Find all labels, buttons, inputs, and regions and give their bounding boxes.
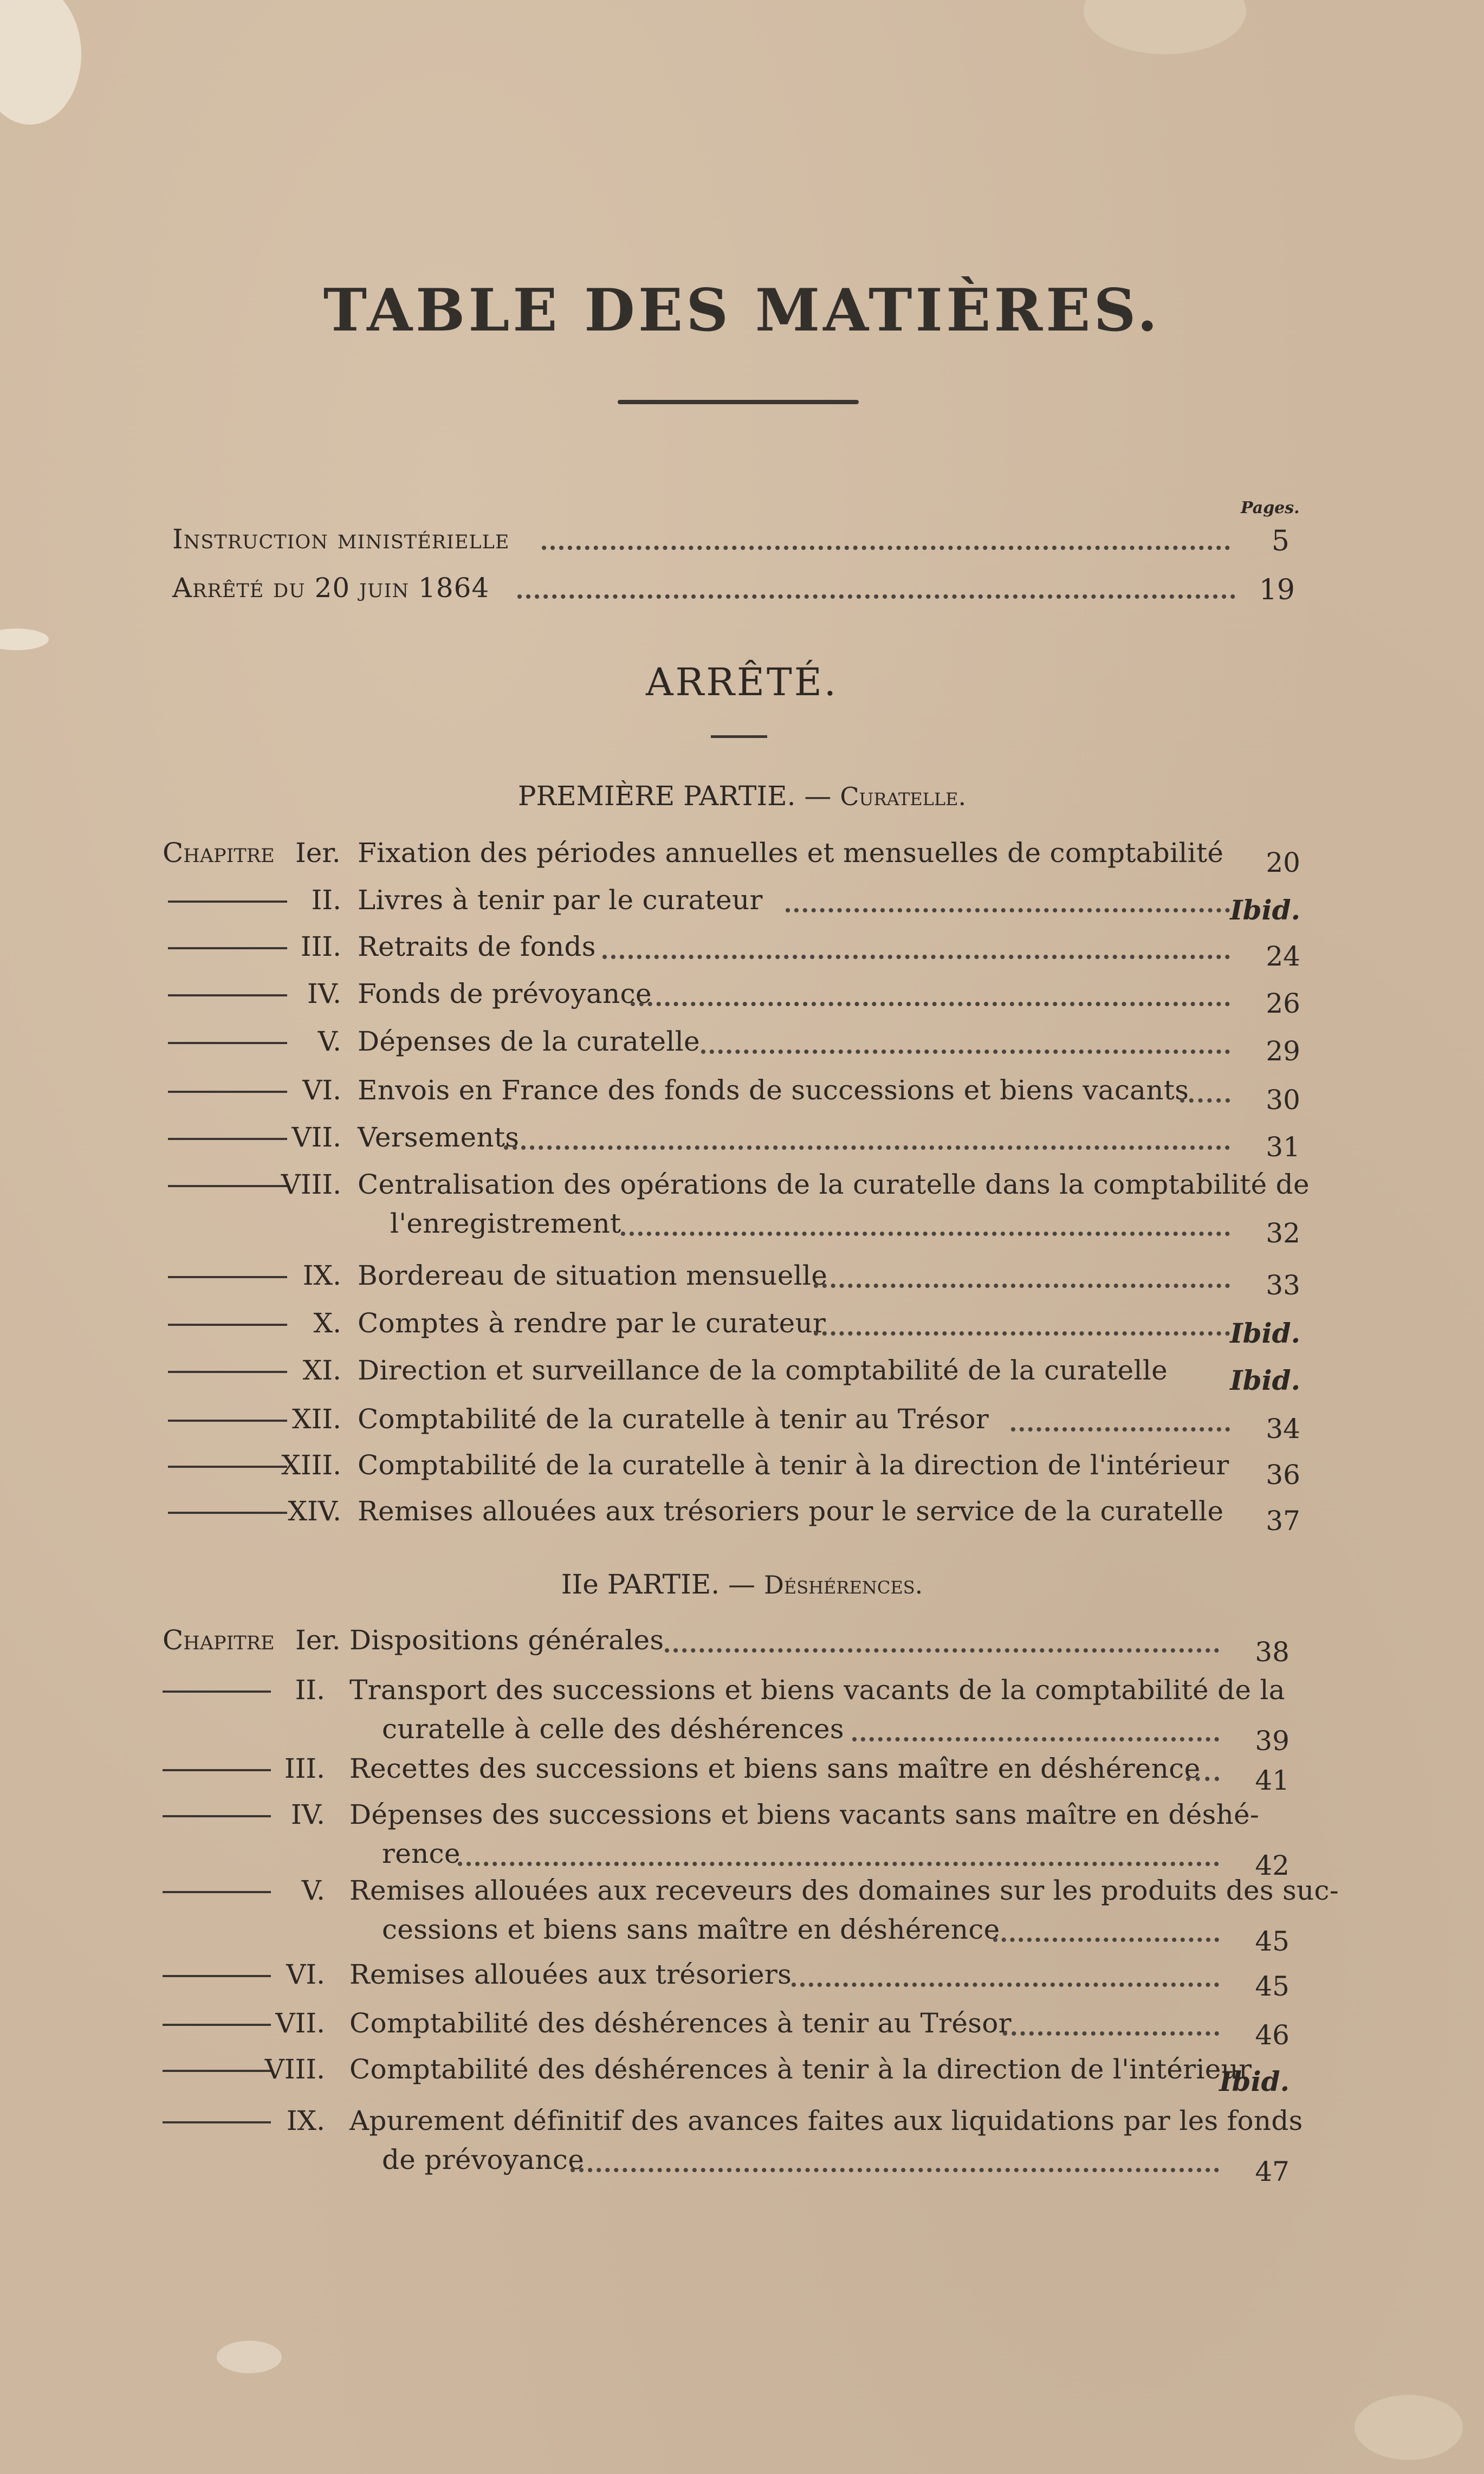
- dot-leader: [1186, 1777, 1219, 1781]
- page-number: 46: [1255, 2019, 1289, 2051]
- dot-leader: [1180, 1098, 1230, 1103]
- chapter-number: VII.: [291, 1122, 341, 1153]
- paper-stain: [0, 629, 49, 650]
- dot-leader: [517, 594, 1235, 599]
- page-number: 38: [1255, 1636, 1289, 1668]
- dot-leader: [602, 955, 1230, 959]
- page-number: Ibid.: [1230, 894, 1300, 926]
- toc-front-entry: [0, 566, 1295, 610]
- dot-leader: [458, 1862, 1219, 1866]
- ditto-dash: [168, 994, 287, 996]
- ditto-dash: [168, 947, 287, 949]
- chapter-number: VI.: [286, 1959, 325, 1990]
- page-number: 29: [1266, 1035, 1300, 1067]
- chapter-title-line: Apurement définitif des avances faites aux liquidations par les fonds: [349, 2105, 1303, 2136]
- chapter-title-line: Comptabilité de la curatelle à tenir à la direction de l'intérieur: [358, 1449, 1229, 1481]
- dot-leader: [621, 1232, 1230, 1236]
- dot-leader: [571, 2168, 1219, 2172]
- dot-leader: [814, 1331, 1230, 1336]
- ditto-dash: [168, 1185, 287, 1187]
- page-number: 45: [1255, 1971, 1289, 2002]
- ditto-dash: [168, 901, 287, 903]
- chapter-title-line: Direction et surveillance de la comptabilité de la curatelle: [358, 1355, 1168, 1386]
- chapter-label: Chapitre: [163, 1624, 275, 1656]
- page-number: 26: [1266, 988, 1300, 1019]
- page-title: TABLE DES MATIÈRES.: [323, 276, 1161, 345]
- ditto-dash: [168, 1371, 287, 1373]
- ditto-dash: [163, 1769, 271, 1771]
- chapter-title-line: Comptes à rendre par le curateur: [358, 1307, 826, 1339]
- ditto-dash: [163, 2024, 271, 2026]
- chapter-title-line: Dépenses des successions et biens vacants sans maître en déshé-: [349, 1799, 1260, 1830]
- chapter-title-line: Comptabilité des déshérences à tenir à la direction de l'intérieur: [349, 2054, 1252, 2085]
- chapter-label: Chapitre: [163, 837, 275, 869]
- page-number: 47: [1255, 2156, 1289, 2187]
- ditto-dash: [168, 1420, 287, 1422]
- paper-stain: [1355, 2395, 1463, 2460]
- page-number: 19: [1259, 574, 1295, 606]
- chapter-number: VIII.: [264, 2054, 325, 2085]
- page-number: 34: [1266, 1413, 1300, 1445]
- ditto-dash: [168, 1512, 287, 1514]
- chapter-title-line: Bordereau de situation mensuelle: [358, 1260, 828, 1291]
- page-number: 30: [1266, 1084, 1300, 1116]
- dot-leader: [701, 1050, 1230, 1054]
- part-subtitle: Déshérences.: [763, 1570, 923, 1599]
- page-number: Ibid.: [1230, 1317, 1300, 1349]
- chapter-number: VIII.: [281, 1169, 341, 1200]
- dot-leader: [665, 1648, 1219, 1653]
- ditto-dash: [163, 1815, 271, 1817]
- ditto-dash: [168, 1138, 287, 1140]
- chapter-number: Ier.: [295, 837, 341, 869]
- part-heading: [0, 1569, 1484, 1600]
- page-number: 20: [1266, 847, 1300, 878]
- page-number: 37: [1266, 1505, 1300, 1537]
- chapter-number: XIII.: [281, 1449, 341, 1481]
- paper-stain: [217, 2341, 282, 2373]
- ditto-dash: [163, 1975, 271, 1977]
- page-number: Ibid.: [1230, 1364, 1300, 1396]
- chapter-number: IV.: [307, 978, 341, 1009]
- ditto-dash: [168, 1276, 287, 1278]
- chapter-number: V.: [317, 1026, 341, 1057]
- chapter-number: VI.: [302, 1074, 341, 1106]
- dot-leader: [786, 908, 1230, 912]
- ditto-dash: [163, 2070, 271, 2072]
- ditto-dash: [168, 1466, 287, 1468]
- chapter-number: II.: [295, 1674, 325, 1706]
- front-entry-text: Arrêté du 20 juin 1864: [172, 572, 490, 604]
- chapter-title-line: Remises allouées aux trésoriers pour le service de la curatelle: [358, 1495, 1224, 1527]
- part-title: PREMIÈRE PARTIE. —: [517, 780, 832, 812]
- chapter-title-line: de prévoyance: [382, 2144, 585, 2175]
- chapter-title-line: Fixation des périodes annuelles et mensuelles de comptabilité: [358, 837, 1224, 869]
- page-number: 42: [1255, 1850, 1289, 1881]
- chapter-title-line: curatelle à celle des déshérences: [382, 1713, 844, 1745]
- chapter-title-line: Recettes des successions et biens sans maître en déshérence: [349, 1753, 1201, 1784]
- page-number: 45: [1255, 1926, 1289, 1957]
- part-subtitle: Curatelle.: [840, 782, 967, 811]
- chapter-title-line: Centralisation des opérations de la curatelle dans la comptabilité de: [358, 1169, 1310, 1200]
- chapter-number: V.: [301, 1875, 325, 1906]
- page-number: 32: [1266, 1217, 1300, 1249]
- chapter-number: IV.: [290, 1799, 325, 1830]
- toc-front-entry: [0, 517, 1289, 561]
- page-number: 41: [1255, 1765, 1289, 1796]
- page-number: 24: [1266, 941, 1300, 972]
- chapter-title-line: Comptabilité des déshérences à tenir au Trésor: [349, 2007, 1012, 2039]
- chapter-title-line: Dépenses de la curatelle: [358, 1026, 700, 1057]
- chapter-number: XI.: [302, 1355, 341, 1386]
- page-number: 33: [1266, 1270, 1300, 1301]
- ditto-dash: [163, 2121, 271, 2123]
- chapter-number: II.: [311, 884, 341, 916]
- page-number: 5: [1271, 525, 1289, 558]
- page-number: 31: [1266, 1131, 1300, 1163]
- chapter-title-line: Dispositions générales: [349, 1624, 664, 1656]
- dot-leader: [852, 1737, 1219, 1741]
- dot-leader: [631, 1002, 1230, 1006]
- page-number: 36: [1266, 1459, 1300, 1491]
- chapter-title-line: rence: [382, 1838, 461, 1869]
- chapter-title-line: Fonds de prévoyance: [358, 978, 652, 1009]
- dot-leader: [814, 1284, 1230, 1288]
- chapter-title-line: Remises allouées aux receveurs des domaines sur les produits des suc-: [349, 1875, 1339, 1906]
- pages-column-label: Pages.: [1241, 498, 1300, 517]
- page-number: Ibid.: [1219, 2065, 1289, 2097]
- dot-leader: [792, 1983, 1219, 1987]
- ditto-dash: [163, 1891, 271, 1893]
- part-title: IIe PARTIE. —: [561, 1569, 756, 1600]
- chapter-number: Ier.: [295, 1624, 341, 1656]
- chapter-number: IX.: [286, 2105, 325, 2136]
- chapter-number: XII.: [292, 1403, 341, 1435]
- paper-stain: [1084, 0, 1246, 54]
- ditto-dash: [168, 1042, 287, 1044]
- part-heading: [0, 780, 1484, 812]
- dot-leader: [993, 1938, 1219, 1942]
- page-number: 39: [1255, 1725, 1289, 1757]
- chapter-title-line: Retraits de fonds: [358, 931, 596, 962]
- chapter-number: III.: [284, 1753, 325, 1784]
- chapter-title-line: cessions et biens sans maître en déshérence: [382, 1914, 1000, 1945]
- ditto-dash: [168, 1324, 287, 1326]
- paper-stain: [0, 0, 81, 125]
- arrete-heading: ARRÊTÉ.: [645, 660, 839, 704]
- title-rule: [618, 400, 859, 404]
- chapter-title-line: Remises allouées aux trésoriers: [349, 1959, 792, 1990]
- chapter-number: VII.: [275, 2007, 325, 2039]
- ditto-dash: [168, 1091, 287, 1093]
- chapter-number: XIV.: [288, 1495, 341, 1527]
- chapter-title-line: l'enregistrement: [390, 1208, 621, 1239]
- front-entry-text: Instruction ministérielle: [172, 523, 510, 555]
- chapter-title-line: Livres à tenir par le curateur: [358, 884, 763, 916]
- dot-leader: [542, 546, 1230, 550]
- section-rule: [711, 735, 767, 738]
- ditto-dash: [163, 1691, 271, 1693]
- chapter-number: IX.: [302, 1260, 341, 1291]
- chapter-title-line: Envois en France des fonds de successions et biens vacants: [358, 1074, 1189, 1106]
- chapter-title-line: Versements: [358, 1122, 520, 1153]
- chapter-title-line: Comptabilité de la curatelle à tenir au Trésor: [358, 1403, 989, 1435]
- chapter-title-line: Transport des successions et biens vacants de la comptabilité de la: [349, 1674, 1285, 1706]
- dot-leader: [1003, 2031, 1219, 2036]
- dot-leader: [504, 1145, 1230, 1150]
- dot-leader: [1011, 1427, 1230, 1432]
- chapter-number: X.: [313, 1307, 341, 1339]
- chapter-number: III.: [300, 931, 341, 962]
